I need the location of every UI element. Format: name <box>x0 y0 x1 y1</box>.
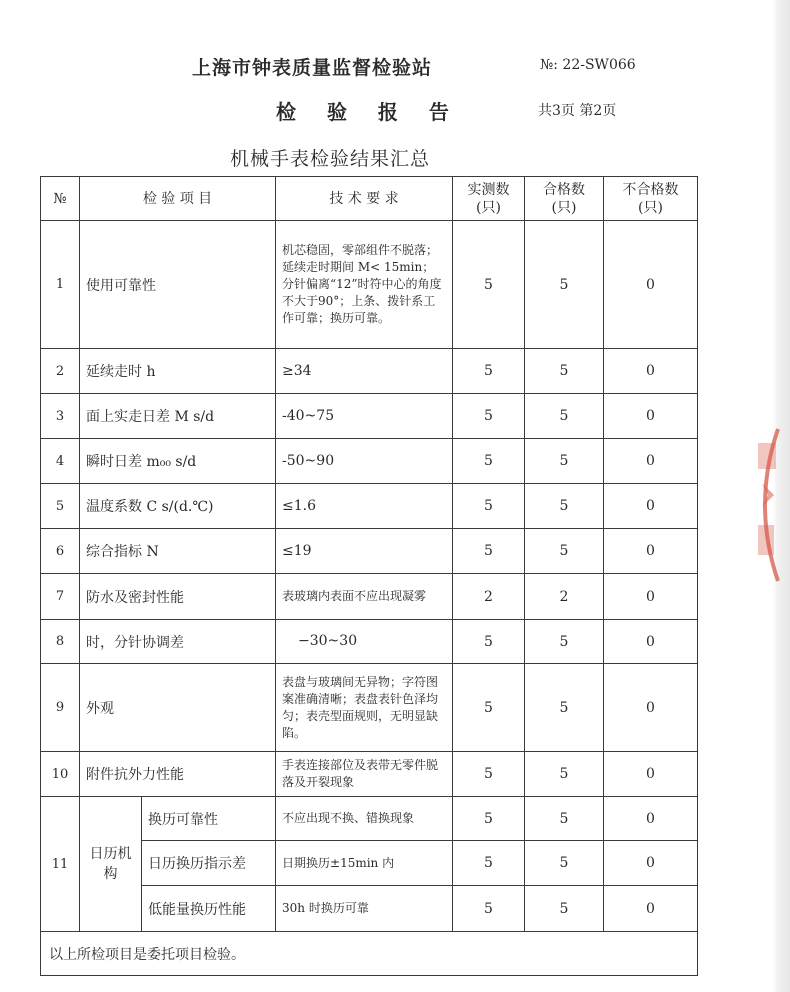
sub-requirement: 30h 时换历可靠 <box>276 886 453 932</box>
table-row <box>41 664 698 752</box>
organization-name: 上海市钟表质量监督检验站 <box>192 57 433 79</box>
table-row <box>41 221 698 349</box>
report-number: №: 22-SW066 <box>540 57 636 73</box>
row-requirement: ≥34 <box>276 349 453 394</box>
report-title: 检 验 报 告 <box>276 100 461 124</box>
row-no: 2 <box>41 349 80 394</box>
sub-measured: 5 <box>453 886 525 932</box>
row-qualified: 2 <box>525 574 604 620</box>
row-item: 附件抗外力性能 <box>80 752 276 797</box>
row-requirement: ≤19 <box>276 529 453 574</box>
group-label: 日历机构 <box>80 797 142 932</box>
row-unqualified: 0 <box>604 664 698 752</box>
sub-unqualified: 0 <box>604 886 698 932</box>
sub-item: 低能量换历性能 <box>142 886 276 932</box>
row-measured: 5 <box>453 484 525 529</box>
summary-title: 机械手表检验结果汇总 <box>230 148 431 170</box>
row-unqualified: 0 <box>604 620 698 664</box>
header-unqualified-unit: (只) <box>638 199 663 216</box>
row-unqualified: 0 <box>604 221 698 349</box>
results-table <box>40 176 698 976</box>
header-measured-unit: (只) <box>476 199 501 216</box>
header-unqualified-label: 不合格数 <box>622 181 679 198</box>
row-qualified: 5 <box>525 752 604 797</box>
row-unqualified: 0 <box>604 484 698 529</box>
row-measured: 5 <box>453 394 525 439</box>
row-measured: 5 <box>453 664 525 752</box>
sub-measured: 5 <box>453 841 525 886</box>
row-unqualified: 0 <box>604 529 698 574</box>
row-measured: 5 <box>453 349 525 394</box>
header-item: 检 验 项 目 <box>80 177 276 221</box>
row-no: 4 <box>41 439 80 484</box>
row-requirement: -40~75 <box>276 394 453 439</box>
row-item: 使用可靠性 <box>80 221 276 349</box>
table-row <box>41 752 698 797</box>
row-measured: 5 <box>453 529 525 574</box>
sub-measured: 5 <box>453 797 525 841</box>
sub-qualified: 5 <box>525 886 604 932</box>
header-no: № <box>41 177 80 221</box>
row-no: 7 <box>41 574 80 620</box>
row-measured: 2 <box>453 574 525 620</box>
row-qualified: 5 <box>525 529 604 574</box>
row-unqualified: 0 <box>604 439 698 484</box>
row-no: 9 <box>41 664 80 752</box>
row-qualified: 5 <box>525 394 604 439</box>
row-unqualified: 0 <box>604 349 698 394</box>
sub-qualified: 5 <box>525 841 604 886</box>
row-item: 瞬时日差 m₀₀ s/d <box>80 439 276 484</box>
header-unqualified <box>604 177 698 221</box>
header-qualified-label: 合格数 <box>543 181 586 198</box>
row-qualified: 5 <box>525 349 604 394</box>
table-row <box>41 620 698 664</box>
row-qualified: 5 <box>525 439 604 484</box>
row-no: 1 <box>41 221 80 349</box>
row-requirement: -50~90 <box>276 439 453 484</box>
table-header-row <box>41 177 698 221</box>
row-unqualified: 0 <box>604 574 698 620</box>
row-qualified: 5 <box>525 484 604 529</box>
row-measured: 5 <box>453 752 525 797</box>
row-no: 8 <box>41 620 80 664</box>
table-row <box>41 394 698 439</box>
header-requirement: 技 术 要 求 <box>276 177 453 221</box>
header-measured <box>453 177 525 221</box>
row-unqualified: 0 <box>604 752 698 797</box>
footer-note: 以上所检项目是委托项目检验。 <box>41 932 698 976</box>
row-requirement: −30~30 <box>276 620 453 664</box>
table-row <box>41 484 698 529</box>
row-measured: 5 <box>453 439 525 484</box>
row-qualified: 5 <box>525 221 604 349</box>
row-requirement: 机芯稳固，零部组件不脱落；延续走时期间 M< 15min；分针偏离“12”时符中心的角度不大于90°；上条、拨针系工作可靠；换历可靠。 <box>276 221 453 349</box>
sub-item: 日历换历指示差 <box>142 841 276 886</box>
row-requirement: 手表连接部位及表带无零件脱落及开裂现象 <box>276 752 453 797</box>
red-seal-stamp-partial <box>748 425 782 585</box>
sub-requirement: 不应出现不换、错换现象 <box>276 797 453 841</box>
page-info: 共3页 第2页 <box>538 103 617 119</box>
row-no: 5 <box>41 484 80 529</box>
row-requirement: 表玻璃内表面不应出现凝雾 <box>276 574 453 620</box>
header-qualified <box>525 177 604 221</box>
table-footer-row <box>41 932 698 976</box>
row-item: 延续走时 h <box>80 349 276 394</box>
sub-unqualified: 0 <box>604 797 698 841</box>
row-item: 面上实走日差 M s/d <box>80 394 276 439</box>
table-row <box>41 797 698 841</box>
row-requirement: 表盘与玻璃间无异物；字符图案准确清晰；表盘表针色泽均匀；表壳型面规则，无明显缺陷。 <box>276 664 453 752</box>
row-item: 温度系数 C s/(d.℃) <box>80 484 276 529</box>
row-item: 防水及密封性能 <box>80 574 276 620</box>
sub-qualified: 5 <box>525 797 604 841</box>
row-qualified: 5 <box>525 620 604 664</box>
sub-item: 换历可靠性 <box>142 797 276 841</box>
row-measured: 5 <box>453 221 525 349</box>
row-item: 时，分针协调差 <box>80 620 276 664</box>
row-measured: 5 <box>453 620 525 664</box>
row-unqualified: 0 <box>604 394 698 439</box>
row-requirement: ≤1.6 <box>276 484 453 529</box>
header-measured-label: 实测数 <box>467 181 510 198</box>
header-qualified-unit: (只) <box>551 199 577 216</box>
sub-unqualified: 0 <box>604 841 698 886</box>
row-no: 6 <box>41 529 80 574</box>
row-no: 3 <box>41 394 80 439</box>
table-row <box>41 349 698 394</box>
row-item: 综合指标 N <box>80 529 276 574</box>
table-row <box>41 574 698 620</box>
table-row <box>41 439 698 484</box>
row-no: 10 <box>41 752 80 797</box>
sub-requirement: 日期换历±15min 内 <box>276 841 453 886</box>
row-qualified: 5 <box>525 664 604 752</box>
row-item: 外观 <box>80 664 276 752</box>
group-no: 11 <box>41 797 80 932</box>
table-row <box>41 529 698 574</box>
